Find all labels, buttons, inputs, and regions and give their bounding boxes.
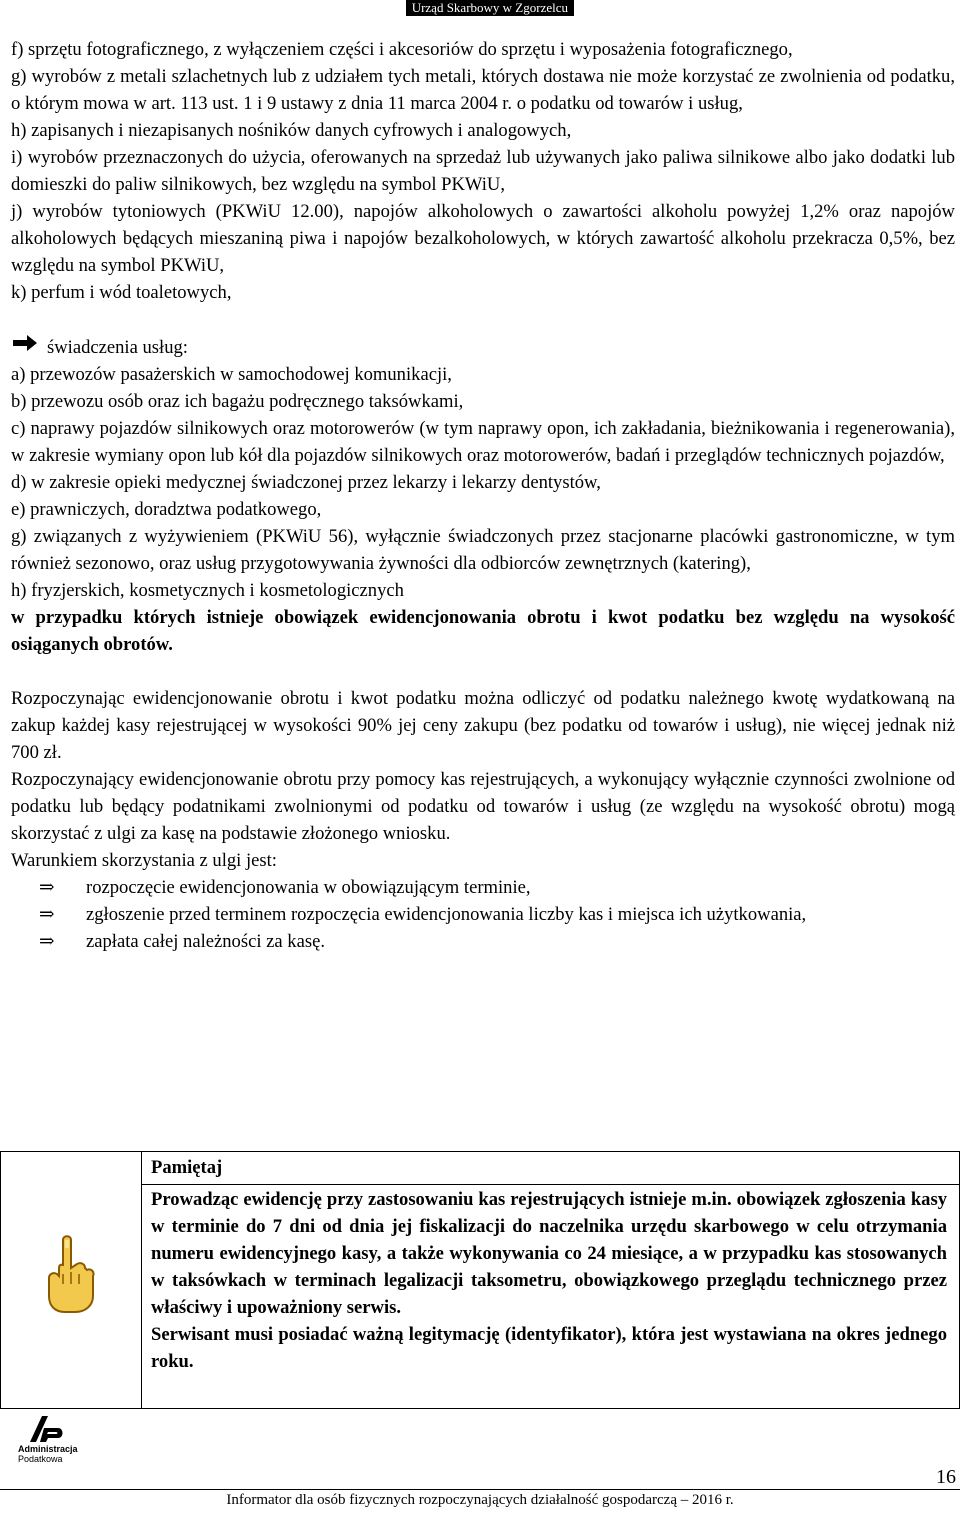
relief-paragraph-2: Rozpoczynający ewidencjonowanie obrotu przy pomocy kas rejestrujących, a wykonujący wyłącznie czynności zwolnione od podatku lub będący podatnikami zwolnionymi od podatku od towarów i usług (ze względu na wysokość obrotu) mogą skorzystać z ulgi za kasę na podstawie złożonego wniosku.	[11, 769, 955, 844]
reminder-paragraph-2: Serwisant musi posiadać ważną legitymację (identyfikator), która jest wystawiana na okres jednego roku.	[151, 1324, 947, 1372]
list-item	[11, 874, 955, 901]
goods-item-f: f) sprzętu fotograficznego, z wyłączeniem części i akcesoriów do sprzętu i wyposażenia fotograficznego,	[11, 39, 793, 60]
conditions-heading: Warunkiem skorzystania z ulgi jest:	[11, 850, 277, 871]
service-item-g: g) związanych z wyżywieniem (PKWiU 56), wyłącznie świadczonych przez stacjonarne placówki gastronomiczne, w tym również sezonowo, oraz usług przygotowywania żywności dla odbiorców zewnętrznych (katering),	[11, 526, 955, 574]
service-item-d: d) w zakresie opieki medycznej świadczonej przez lekarzy i lekarzy dentystów,	[11, 472, 601, 493]
reminder-icon-cell	[0, 1152, 142, 1408]
service-item-e: e) prawniczych, doradztwa podatkowego,	[11, 499, 322, 520]
implies-arrow-icon: ⇒	[39, 931, 55, 952]
list-item	[11, 901, 955, 928]
goods-item-i: i) wyrobów przeznaczonych do użycia, oferowanych na sprzedaż lub używanych jako paliwa silnikowe albo jako dodatki lub domieszki do paliw silnikowych, bez względu na symbol PKWiU,	[11, 147, 955, 195]
list-item	[11, 928, 955, 955]
condition-text: zgłoszenie przed terminem rozpoczęcia ewidencjonowania liczby kas i miejsca ich użytkowania,	[86, 904, 807, 925]
reminder-title: Pamiętaj	[151, 1157, 223, 1178]
reminder-box	[0, 1151, 960, 1409]
service-item-c: c) naprawy pojazdów silnikowych oraz motorowerów (w tym naprawy opon, ich zakładania, bieżnikowania i regenerowania), w zakresie wymiany opon lub kół dla pojazdów silnikowych oraz motorowerów, badań i przeglądów technicznych pojazdów,	[11, 418, 955, 466]
footer-text: Informator dla osób fizycznych rozpoczynających działalność gospodarczą – 2016 r.	[226, 1492, 734, 1508]
logo-line-1: Administracja	[18, 1444, 78, 1454]
reminder-paragraph-1: Prowadząc ewidencję przy zastosowaniu kas rejestrujących istnieje m.in. obowiązek zgłoszenia kasy w terminie do 7 dni od dnia jej fiskalizacji do naczelnika urzędu skarbowego w celu otrzymania numeru ewidencyjnego kasy, a także wykonywania co 24 miesiące, a w przypadku kas stosowanych w taksówkach w terminach legalizacji taksometru, obowiązkowego przeglądu technicznego przez właściwy i upoważniony serwis.	[151, 1189, 947, 1318]
conditions-list	[11, 874, 955, 955]
header-title	[406, 0, 574, 16]
service-item-b: b) przewozu osób oraz ich bagażu podręcznego taksówkami,	[11, 391, 464, 412]
reminder-content	[141, 1152, 960, 1408]
page-number: 16	[936, 1466, 956, 1488]
reminder-body	[151, 1186, 947, 1375]
relief-paragraph-1: Rozpoczynając ewidencjonowanie obrotu i kwot podatku można odliczyć od podatku należnego kwotę wydatkowaną na zakup każdej kasy rejestrującej w wysokości 90% jej ceny zakupu (bez podatku od towarów i usług), nie więcej jednak niż 700 zł.	[11, 688, 955, 763]
condition-text: rozpoczęcie ewidencjonowania w obowiązującym terminie,	[86, 877, 531, 898]
service-item-a: a) przewozów pasażerskich w samochodowej komunikacji,	[11, 364, 452, 385]
implies-arrow-icon: ⇒	[39, 877, 55, 898]
services-conclusion: w przypadku których istnieje obowiązek ewidencjonowania obrotu i kwot podatku bez względu na wysokość osiąganych obrotów.	[11, 607, 955, 655]
header-title-text: Urząd Skarbowy w Zgorzelcu	[411, 0, 568, 15]
implies-arrow-icon: ⇒	[39, 904, 55, 925]
services-heading: świadczenia usług:	[47, 336, 188, 358]
spacer	[11, 306, 955, 333]
document-body	[11, 36, 955, 955]
pointing-hand-icon	[41, 1234, 97, 1319]
goods-item-g: g) wyrobów z metali szlachetnych lub z udziałem tych metali, których dostawa nie może korzystać ze zwolnienia od podatku, o którym mowa w art. 113 ust. 1 i 9 ustawy z dnia 11 marca 2004 r. o podatku od towarów i usług,	[11, 66, 955, 114]
service-item-h: h) fryzjerskich, kosmetycznych i kosmetologicznych	[11, 580, 404, 601]
goods-item-k: k) perfum i wód toaletowych,	[11, 282, 232, 303]
condition-text: zapłata całej należności za kasę.	[86, 931, 325, 952]
logo-line-2: Podatkowa	[18, 1454, 63, 1464]
services-heading-line	[11, 333, 955, 361]
logo-text	[18, 1444, 78, 1464]
page-header	[0, 0, 960, 18]
bold-arrow-icon	[11, 333, 47, 361]
spacer	[11, 658, 955, 685]
divider	[141, 1184, 959, 1185]
goods-item-j: j) wyrobów tytoniowych (PKWiU 12.00), napojów alkoholowych o zawartości alkoholu powyżej 1,2% oraz napojów alkoholowych będących mieszaniną piwa i napojów bezalkoholowych, w których zawartość alkoholu przekracza 0,5%, bez względu na symbol PKWiU,	[11, 201, 955, 276]
goods-item-h: h) zapisanych i niezapisanych nośników danych cyfrowych i analogowych,	[11, 120, 572, 141]
